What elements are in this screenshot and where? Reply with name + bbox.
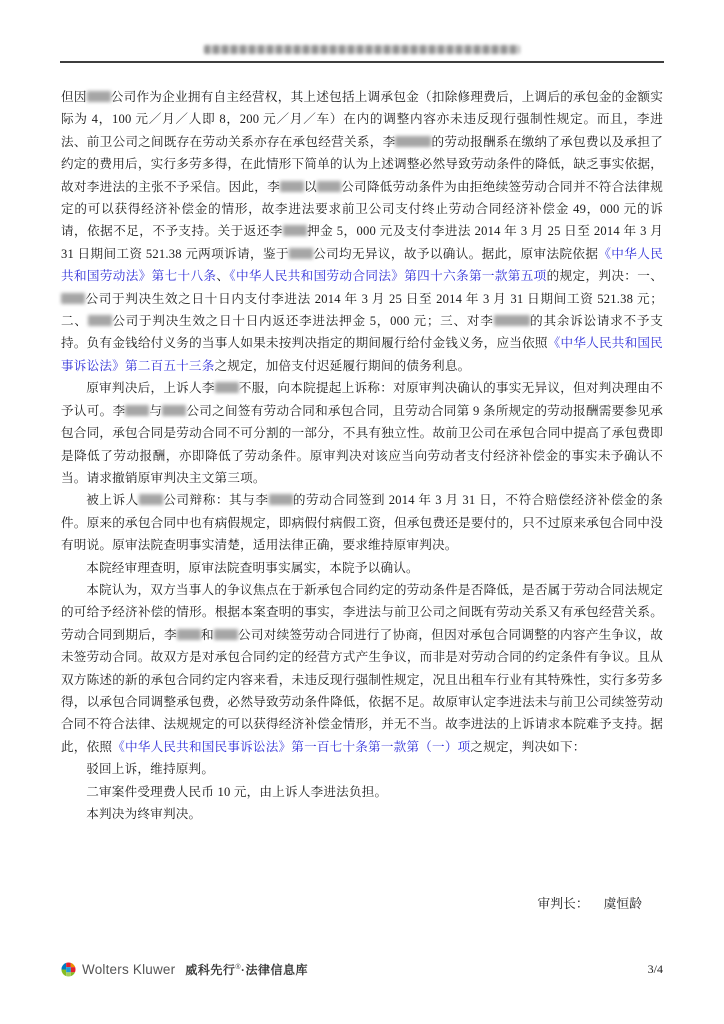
text-segment: 公司降低劳动条件为由拒绝续签劳动合同并不符合法律规定的可以获得经济补偿金的情形，故李进法要求前卫公司支付终止劳动合同经济补偿金 49，000 元的诉请，依据不足，不予支持。关于返还李 bbox=[61, 179, 664, 239]
text-segment: 公司于判决生效之日十日内返还李进法押金 5，000 元；三、对李 bbox=[111, 314, 494, 329]
text-segment: 押金 5，000 元及支付李进法 2014 年 3 月 25 日至 2014 年 3 月 31 日期间工资 521.38 元两项诉请，鉴于 bbox=[61, 224, 663, 261]
document-body bbox=[61, 86, 663, 825]
header-divider bbox=[60, 61, 664, 63]
brand-area bbox=[61, 961, 308, 978]
text-segment: 原审判决后，上诉人李 bbox=[86, 381, 215, 396]
page-number: 3/4 bbox=[647, 962, 663, 976]
text-segment: 不服，向本院提起上诉称：对原审判决确认的事实无异议，但对判决理由不予认可。李 bbox=[61, 381, 663, 418]
statute-link[interactable]: 《中华人民共和国民事诉讼法》第一百七十条第一款第（一）项 bbox=[112, 739, 471, 754]
paragraph bbox=[61, 489, 663, 556]
product-suffix: 法律信息库 bbox=[245, 963, 309, 977]
judge-name: 虞恒龄 bbox=[603, 897, 642, 911]
text-segment: 的其余诉讼请求不予支持。负有金钱给付义务的当事人如果未按判决指定的期间履行给付金钱义务，应当依照 bbox=[61, 314, 664, 351]
redacted-name bbox=[395, 136, 431, 147]
text-segment: 的劳动报酬系在缴纳了承包费以及承担了约定的费用后，实行多劳多得，在此情形下简单的认为上述调整必然导致劳动条件的降低，缺乏事实依据，故对李进法的主张不予采信。因此，李 bbox=[61, 134, 663, 194]
redacted-name bbox=[214, 629, 238, 640]
redacted-name bbox=[87, 91, 111, 102]
text-segment: 被上诉人 bbox=[86, 493, 139, 508]
redacted-name bbox=[61, 293, 85, 304]
redacted-name bbox=[280, 181, 304, 192]
paragraph bbox=[61, 579, 663, 758]
paragraph bbox=[61, 803, 663, 825]
text-segment: 公司辩称：其与李 bbox=[162, 493, 269, 508]
redacted-name bbox=[494, 315, 530, 326]
product-name bbox=[185, 961, 308, 978]
text-segment: 和 bbox=[200, 627, 214, 642]
redacted-document-title bbox=[204, 45, 520, 54]
paragraph bbox=[61, 377, 663, 489]
statute-link[interactable]: 《中华人民共和国民事诉讼法》第二百五十三条 bbox=[61, 336, 663, 373]
page-footer bbox=[61, 961, 663, 978]
redacted-name bbox=[289, 248, 313, 259]
redacted-name bbox=[317, 181, 341, 192]
text-segment: 本院认为，双方当事人的争议焦点在于新承包合同约定的劳动条件是否降低，是否属于劳动合同法规定的可给予经济补偿的情形。根据本案查明的事实，李进法与前卫公司之间既有劳动关系又有承包经营关系。劳动合同到期后，李 bbox=[61, 582, 663, 642]
signature-line bbox=[61, 893, 663, 915]
brand-name: Wolters Kluwer bbox=[82, 962, 176, 977]
wolters-kluwer-logo-icon bbox=[61, 962, 76, 977]
text-segment: 公司之间签有劳动合同和承包合同，且劳动合同第 9 条所规定的劳动报酬需要参见承包合同，承包合同是劳动合同不可分割的一部分，不具有独立性。故前卫公司在承包合同中提高了承包费即是降低了劳动报酬，亦即降低了劳动条件。原审判决对该应当向劳动者支付经济补偿金的事实未予确认不当。请求撤销原审判决主文第三项。 bbox=[61, 403, 663, 485]
text-segment: 驳回上诉，维持原判。 bbox=[86, 762, 215, 777]
text-segment: 与 bbox=[149, 403, 163, 418]
text-segment: 公司均无异议，故予以确认。据此，原审法院依据 bbox=[312, 246, 599, 261]
text-segment: 之规定，加倍支付迟延履行期间的债务利息。 bbox=[214, 358, 471, 373]
redacted-name bbox=[215, 382, 239, 393]
product-separator: · bbox=[241, 963, 246, 977]
text-segment: 本判决为终审判决。 bbox=[86, 807, 202, 821]
registered-mark: ® bbox=[235, 964, 242, 971]
judge-role-label: 审判长： bbox=[537, 897, 589, 911]
redacted-name bbox=[269, 494, 293, 505]
redacted-name bbox=[139, 494, 163, 505]
statute-link[interactable]: 《中华人民共和国劳动法》第七十八条 bbox=[61, 246, 663, 284]
text-segment: 的劳动合同签到 2014 年 3 月 31 日，不符合赔偿经济补偿金的条件。原来的承包合同中也有病假规定，即病假付病假工资，但承包费还是要付的，只不过原来承包合同中没有明说。原审法院查明事实清楚，适用法律正确，要求维持原审判决。 bbox=[61, 493, 663, 553]
redacted-name bbox=[162, 405, 186, 416]
product-name-text: 威科先行 bbox=[185, 963, 236, 977]
text-segment: 但因 bbox=[61, 90, 87, 104]
text-segment: 公司对续签劳动合同进行了协商，但因对承包合同调整的内容产生争议，故未签劳动合同。故双方是对承包合同约定的经营方式产生争议，而非是对劳动合同的约定条件有争议。且从双方陈述的新的承包合同约定内容来看，未违反现行强制性规定，况且出租车行业有其特殊性，实行多劳多得，以承包合同调整承包费，必然导致劳动条件降低，依据不足。故原审认定李进法未与前卫公司续签劳动合同不符合法律、法规规定的可以获得经济补偿金情形，并无不当。故李进法的上诉请求本院难予支持。据此，依照 bbox=[61, 627, 663, 754]
text-segment: 本院经审理查明，原审法院查明事实属实，本院予以确认。 bbox=[86, 560, 419, 575]
redacted-name bbox=[177, 629, 201, 640]
redacted-name bbox=[88, 315, 112, 326]
paragraph bbox=[61, 86, 663, 377]
redacted-name bbox=[283, 225, 307, 236]
text-segment: 之规定，判决如下： bbox=[470, 739, 586, 754]
text-segment: 以 bbox=[304, 179, 317, 194]
paragraph bbox=[61, 758, 663, 780]
paragraph bbox=[61, 557, 663, 579]
text-segment: 公司于判决生效之日十日内支付李进法 2014 年 3 月 25 日至 2014 年 3 月 31 日期间工资 521.38 元；二、 bbox=[61, 291, 663, 329]
text-segment: 的规定，判决：一、 bbox=[546, 269, 663, 284]
text-segment: 公司作为企业拥有自主经营权，其上述包括上调承包金（扣除修理费后，上调后的承包金的金额实际为 4，100 元／月／人即 8，200 元／月／车）在内的调整内容亦未违反现行强制性规定。而且，李进法、前卫公司之间既存在劳动关系亦存在承包经营关系，李 bbox=[61, 90, 663, 149]
text-segment: 、 bbox=[216, 269, 230, 284]
redacted-name bbox=[125, 405, 149, 416]
paragraph bbox=[61, 781, 663, 803]
text-segment: 二审案件受理费人民币 10 元，由上诉人李进法负担。 bbox=[86, 784, 388, 799]
statute-link[interactable]: 《中华人民共和国劳动合同法》第四十六条第一款第五项 bbox=[229, 269, 547, 284]
